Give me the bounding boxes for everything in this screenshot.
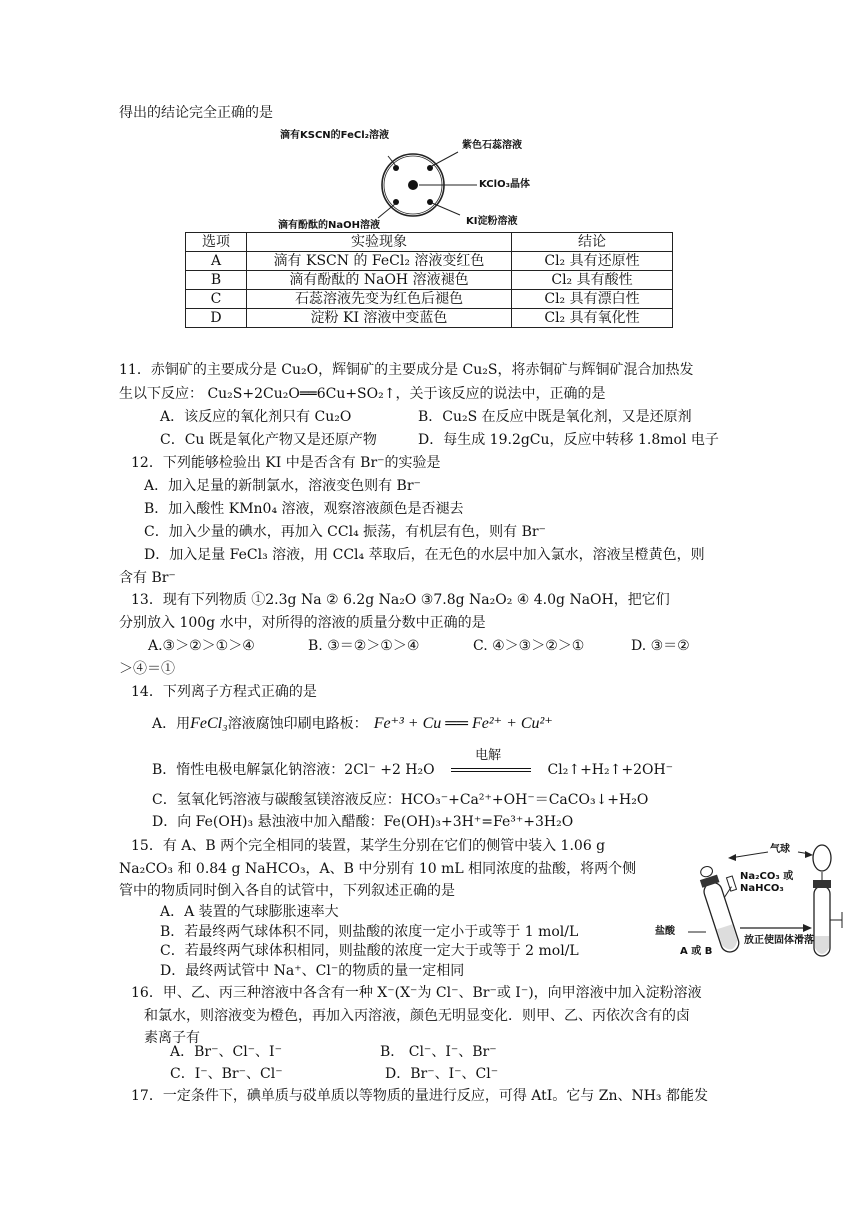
cell-option: A (186, 252, 247, 271)
q16-option-c: C．I⁻、Br⁻、Cl⁻ (170, 1066, 283, 1082)
label-litmus-solution: 紫色石蕊溶液 (462, 140, 522, 151)
label-balloon: 气球 (770, 844, 790, 855)
q14-b-prefix: B．惰性电极电解氯化钠溶液：2Cl⁻ +2 H₂O (152, 762, 435, 778)
cell-conclusion: Cl₂ 具有氧化性 (512, 309, 673, 328)
label-fecl2-solution: 滴有KSCN的FeCl₂溶液 (280, 130, 390, 141)
intro-text: 得出的结论完全正确的是 (119, 105, 273, 121)
q15-stem-line1: 15．有 A、B 两个完全相同的装置，某学生分别在它们的侧管中装入 1.06 g (131, 838, 606, 854)
header-option: 选项 (186, 233, 247, 252)
cell-option: C (186, 290, 247, 309)
q12-option-b: B．加入酸性 KMn0₄ 溶液，观察溶液颜色是否褪去 (144, 501, 464, 517)
label-action: 放正使固体滑落 (744, 935, 814, 946)
cell-phenomenon: 滴有酚酞的 NaOH 溶液褪色 (247, 271, 512, 290)
q12-option-d-line2: 含有 Br⁻ (119, 570, 176, 586)
electrolysis-condition: 电解 (475, 748, 502, 763)
q14-stem: 14．下列离子方程式正确的是 (131, 684, 317, 700)
q13-option-c: C. ④＞③＞②＞① (473, 638, 585, 654)
label-hydrochloric-acid: 盐酸 (655, 926, 675, 937)
q15-option-d: D．最终两试管中 Na⁺、Cl⁻的物质的量一定相同 (160, 963, 465, 979)
electrolysis-arrow (451, 748, 531, 772)
q13-option-d: D. ③＝② (631, 638, 690, 654)
balloon-apparatus-figure (648, 840, 848, 974)
label-a-or-b: A 或 B (680, 946, 713, 957)
q12-option-d-line1: D．加入足量 FeCl₃ 溶液，用 CCl₄ 萃取后，在无色的水层中加入氯水，溶液呈橙黄色，则 (144, 547, 705, 563)
table-header-row (186, 233, 673, 252)
cell-conclusion: Cl₂ 具有还原性 (512, 252, 673, 271)
q11-option-b: B．Cu₂S 在反应中既是氧化剂，又是还原剂 (418, 409, 692, 425)
cell-option: D (186, 309, 247, 328)
cell-conclusion: Cl₂ 具有酸性 (512, 271, 673, 290)
table-row (186, 309, 673, 328)
q13-option-a: A.③＞②＞①＞④ (148, 638, 255, 654)
q11-option-d: D．每生成 19.2gCu，反应中转移 1.8mol 电子 (418, 432, 719, 448)
header-conclusion: 结论 (512, 233, 673, 252)
q14-option-d: D．向 Fe(OH)₃ 悬浊液中加入醋酸：Fe(OH)₃+3H⁺=Fe³⁺+3H₂O (152, 814, 574, 830)
label-solids-2: NaHCO₃ (740, 883, 784, 894)
q13-option-d-cont: ＞④＝① (119, 661, 175, 677)
label-ki-starch: KI淀粉溶液 (466, 216, 518, 227)
label-solids: Na₂CO₃ 或 (740, 871, 794, 882)
table-row (186, 252, 673, 271)
q16-option-d: D．Br⁻、I⁻、Cl⁻ (385, 1066, 499, 1082)
q12-option-c: C．加入少量的碘水，再加入 CCl₄ 振荡，有机层有色，则有 Br⁻ (144, 524, 546, 540)
q16-stem-line2: 和氯水，则溶液变为橙色，再加入丙溶液，颜色无明显变化．则甲、乙、丙依次含有的卤 (144, 1008, 690, 1024)
q12-stem: 12．下列能够检验出 KI 中是否含有 Br⁻的实验是 (131, 455, 441, 471)
q13-stem-line1: 13．现有下列物质 ①2.3g Na ② 6.2g Na₂O ③7.8g Na₂O₂ ④ 4.0g NaOH，把它们 (131, 592, 670, 608)
q11-stem-line2: 生以下反应： Cu₂S+2Cu₂O══6Cu+SO₂↑，关于该反应的说法中，正确的是 (119, 386, 606, 402)
q16-option-a: A．Br⁻、Cl⁻、I⁻ (170, 1044, 282, 1060)
q14-a-mid: 溶液腐蚀印刷电路板： (227, 716, 368, 732)
table-row (186, 271, 673, 290)
cell-option: B (186, 271, 247, 290)
q14-option-c: C．氢氧化钙溶液与碳酸氢镁溶液反应：HCO₃⁻+Ca²⁺+OH⁻＝CaCO₃↓+H₂O (152, 792, 649, 808)
table-row (186, 290, 673, 309)
q13-option-b: B. ③＝②＞①＞④ (308, 638, 420, 654)
q11-option-a: A．该反应的氧化剂只有 Cu₂O (160, 409, 352, 425)
q14-option-a (152, 714, 553, 734)
q13-stem-line2: 分别放入 100g 水中，对所得的溶液的质量分数中正确的是 (119, 615, 486, 631)
q16-option-b: B． Cl⁻、I⁻、Br⁻ (380, 1044, 497, 1060)
q15-option-c: C．若最终两气球体积相同，则盐酸的浓度一定大于或等于 2 mol/L (160, 943, 579, 959)
results-table (185, 232, 673, 328)
cell-phenomenon: 滴有 KSCN 的 FeCl₂ 溶液变红色 (247, 252, 512, 271)
q11-option-c: C．Cu 既是氧化产物又是还原产物 (160, 432, 377, 448)
q16-stem-line3: 素离子有 (144, 1030, 200, 1046)
q14-a-prefix: A．用 (152, 716, 191, 732)
label-kclo3-crystal: KClO₃晶体 (479, 179, 530, 190)
q15-option-b: B．若最终两气球体积不同，则盐酸的浓度一定小于或等于 1 mol/L (160, 924, 579, 940)
q14-a-formula: FeCl₃ (190, 715, 228, 732)
header-phenomenon: 实验现象 (247, 233, 512, 252)
q12-option-a: A．加入足量的新制氯水，溶液变色则有 Br⁻ (144, 478, 421, 494)
q15-option-a: A．A 装置的气球膨胀速率大 (160, 904, 339, 920)
q11-stem-line1: 11．赤铜矿的主要成分是 Cu₂O，辉铜矿的主要成分是 Cu₂S，将赤铜矿与辉铜矿混合加热发 (119, 362, 694, 378)
cell-phenomenon: 淀粉 KI 溶液中变蓝色 (247, 309, 512, 328)
cell-phenomenon: 石蕊溶液先变为红色后褪色 (247, 290, 512, 309)
q17-stem-line1: 17．一定条件下，碘单质与砹单质以等物质的量进行反应，可得 AtI。它与 Zn、NH₃ 都能发 (131, 1088, 708, 1104)
q15-stem-line2: Na₂CO₃ 和 0.84 g NaHCO₃，A、B 中分别有 10 mL 相同浓度的盐酸，将两个侧 (119, 861, 637, 877)
label-naoh-solution: 滴有酚酞的NaOH溶液 (278, 220, 380, 231)
q14-a-equation: Fe⁺³ + Cu ══ Fe²⁺ + Cu²⁺ (373, 715, 553, 732)
q14-b-suffix: Cl₂↑+H₂↑+2OH⁻ (547, 762, 674, 778)
cell-conclusion: Cl₂ 具有漂白性 (512, 290, 673, 309)
q15-stem-line3: 管中的物质同时倒入各自的试管中，下列叙述正确的是 (119, 883, 455, 899)
q16-stem-line1: 16．甲、乙、丙三种溶液中各含有一种 X⁻(X⁻为 Cl⁻、Br⁻或 I⁻)，向甲溶液中加入淀粉溶液 (131, 985, 702, 1001)
q14-option-b (152, 748, 674, 780)
